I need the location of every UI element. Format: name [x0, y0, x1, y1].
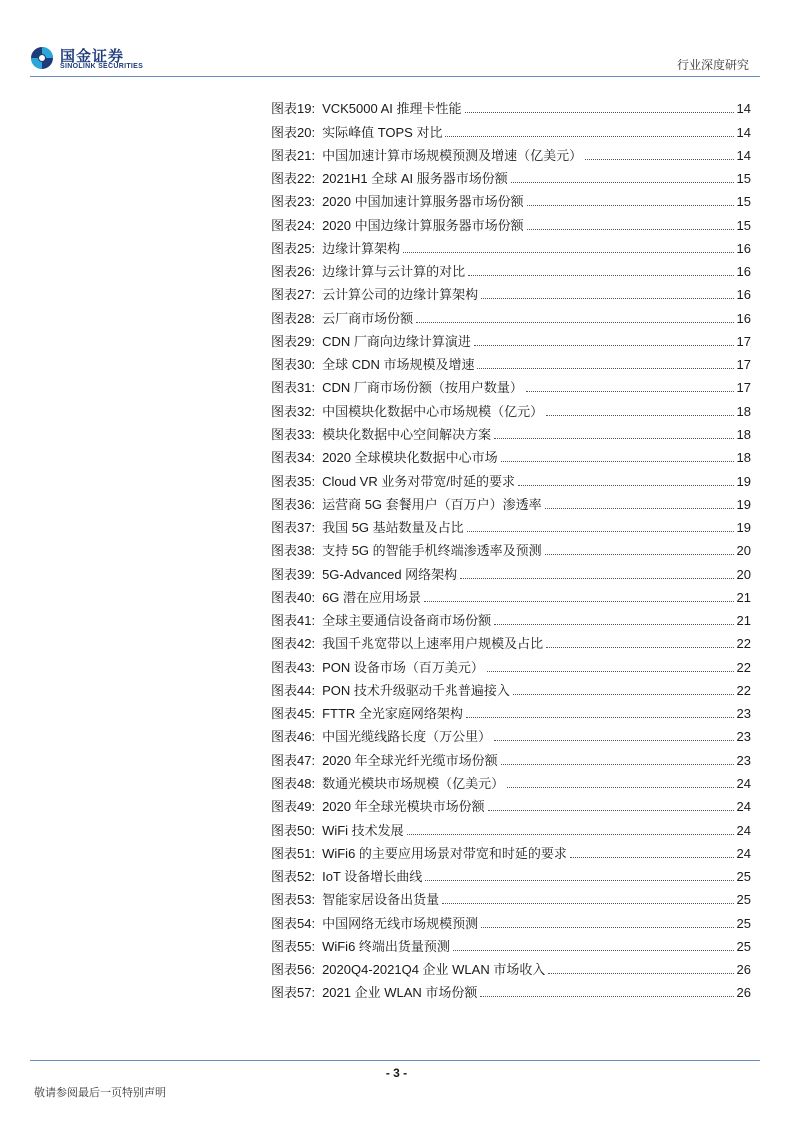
toc-entry-page: 26	[736, 985, 751, 1001]
toc-entry[interactable]	[271, 466, 751, 489]
toc-entry-page: 17	[736, 333, 751, 349]
toc-dot-leader	[480, 996, 733, 997]
toc-entry-number: 图表23:	[271, 194, 316, 210]
toc-dot-leader	[527, 205, 734, 206]
toc-dot-leader	[570, 857, 734, 858]
toc-entry[interactable]	[271, 606, 751, 629]
toc-entry-page: 19	[736, 473, 751, 489]
toc-entry-page: 14	[736, 101, 751, 117]
toc-entry-number: 图表19:	[271, 101, 316, 117]
toc-entry-title: PON 技术升级驱动千兆普遍接入	[322, 682, 510, 698]
toc-entry-number: 图表47:	[271, 752, 316, 768]
toc-entry[interactable]	[271, 210, 751, 233]
toc-entry-title: 中国加速计算市场规模预测及增速（亿美元）	[322, 147, 583, 163]
toc-entry-page: 17	[736, 380, 751, 396]
toc-entry-title: 中国网络无线市场规模预测	[322, 915, 479, 931]
toc-entry-title: 2021 企业 WLAN 市场份额	[322, 985, 478, 1001]
toc-entry[interactable]	[271, 420, 751, 443]
toc-entry[interactable]	[271, 94, 751, 117]
toc-entry-number: 图表29:	[271, 333, 316, 349]
toc-entry-number: 图表53:	[271, 892, 316, 908]
toc-entry-number: 图表34:	[271, 450, 316, 466]
toc-entry-page: 18	[736, 450, 751, 466]
toc-entry-title: 2020 中国加速计算服务器市场份额	[322, 194, 524, 210]
toc-entry-title: 2020 中国边缘计算服务器市场份额	[322, 217, 524, 233]
page-number: - 3 -	[385, 1066, 408, 1080]
toc-dot-leader	[403, 252, 733, 253]
toc-dot-leader	[494, 624, 733, 625]
toc-entry-title: 智能家居设备出货量	[322, 892, 440, 908]
toc-dot-leader	[460, 578, 733, 579]
toc-entry-number: 图表36:	[271, 496, 316, 512]
toc-entry-page: 22	[736, 682, 751, 698]
toc-entry-page: 24	[736, 845, 751, 861]
toc-dot-leader	[527, 229, 734, 230]
toc-entry[interactable]	[271, 792, 751, 815]
toc-dot-leader	[481, 927, 733, 928]
toc-entry-number: 图表42:	[271, 636, 316, 652]
toc-entry-title: 中国模块化数据中心市场规模（亿元）	[322, 403, 544, 419]
toc-dot-leader	[407, 834, 734, 835]
toc-dot-leader	[467, 531, 734, 532]
toc-dot-leader	[494, 438, 733, 439]
toc-entry-page: 16	[736, 264, 751, 280]
toc-entry-number: 图表35:	[271, 473, 316, 489]
toc-dot-leader	[585, 159, 733, 160]
toc-entry-number: 图表40:	[271, 589, 316, 605]
toc-entry-number: 图表39:	[271, 566, 316, 582]
toc-entry[interactable]	[271, 745, 751, 768]
toc-entry-page: 23	[736, 706, 751, 722]
toc-entry[interactable]	[271, 117, 751, 140]
footer-divider	[30, 1060, 760, 1061]
toc-entry-number: 图表44:	[271, 682, 316, 698]
toc-entry-title: 2020 年全球光模块市场份额	[322, 799, 485, 815]
toc-dot-leader	[511, 182, 734, 183]
toc-entry-number: 图表45:	[271, 706, 316, 722]
toc-entry[interactable]	[271, 280, 751, 303]
toc-entry-page: 15	[736, 171, 751, 187]
toc-dot-leader	[545, 554, 734, 555]
toc-entry[interactable]	[271, 373, 751, 396]
toc-entry-number: 图表50:	[271, 822, 316, 838]
logo-text-en: SINOLINK SECURITIES	[60, 63, 144, 70]
toc-entry-page: 22	[736, 659, 751, 675]
toc-entry-title: CDN 厂商市场份额（按用户数量）	[322, 380, 523, 396]
toc-entry-page: 18	[736, 403, 751, 419]
toc-dot-leader	[468, 275, 733, 276]
toc-dot-leader	[474, 345, 734, 346]
toc-dot-leader	[501, 764, 734, 765]
toc-entry-title: WiFi 技术发展	[322, 822, 404, 838]
toc-entry-title: 2021H1 全球 AI 服务器市场份额	[322, 171, 508, 187]
toc-dot-leader	[526, 391, 734, 392]
toc-entry-number: 图表27:	[271, 287, 316, 303]
toc-entry[interactable]	[271, 932, 751, 955]
toc-entry-title: WiFi6 的主要应用场景对带宽和时延的要求	[322, 845, 567, 861]
toc-entry[interactable]	[271, 234, 751, 257]
toc-entry-page: 25	[736, 892, 751, 908]
toc-entry-title: FTTR 全光家庭网络架构	[322, 706, 463, 722]
toc-dot-leader	[445, 136, 733, 137]
toc-dot-leader	[494, 740, 733, 741]
toc-entry[interactable]	[271, 978, 751, 1001]
toc-entry[interactable]	[271, 583, 751, 606]
toc-entry-number: 图表54:	[271, 915, 316, 931]
toc-entry-page: 17	[736, 357, 751, 373]
figure-index-list	[271, 94, 751, 1001]
toc-entry-page: 16	[736, 310, 751, 326]
toc-entry[interactable]	[271, 652, 751, 675]
toc-dot-leader	[481, 298, 733, 299]
toc-entry-page: 16	[736, 240, 751, 256]
toc-entry[interactable]	[271, 396, 751, 419]
toc-entry-page: 26	[736, 962, 751, 978]
toc-dot-leader	[442, 903, 733, 904]
toc-entry-number: 图表21:	[271, 147, 316, 163]
toc-entry-number: 图表38:	[271, 543, 316, 559]
toc-entry[interactable]	[271, 908, 751, 931]
toc-entry[interactable]	[271, 885, 751, 908]
toc-entry-number: 图表24:	[271, 217, 316, 233]
toc-entry-number: 图表55:	[271, 938, 316, 954]
toc-entry-page: 16	[736, 287, 751, 303]
toc-entry-page: 19	[736, 496, 751, 512]
toc-entry-number: 图表26:	[271, 264, 316, 280]
toc-entry-title: 云计算公司的边缘计算架构	[322, 287, 479, 303]
toc-entry-title: 2020 年全球光纤光缆市场份额	[322, 752, 498, 768]
toc-entry-title: VCK5000 AI 推理卡性能	[322, 101, 462, 117]
toc-entry-number: 图表30:	[271, 357, 316, 373]
toc-dot-leader	[546, 415, 733, 416]
toc-entry-title: WiFi6 终端出货量预测	[322, 938, 450, 954]
toc-dot-leader	[518, 485, 734, 486]
toc-entry[interactable]	[271, 327, 751, 350]
toc-entry[interactable]	[271, 769, 751, 792]
toc-entry[interactable]	[271, 443, 751, 466]
sinolink-logo	[30, 44, 170, 76]
toc-entry-title: 我国千兆宽带以上速率用户规模及占比	[322, 636, 544, 652]
toc-entry[interactable]	[271, 164, 751, 187]
toc-entry-number: 图表49:	[271, 799, 316, 815]
toc-entry-page: 14	[736, 124, 751, 140]
toc-entry[interactable]	[271, 629, 751, 652]
toc-entry-title: 我国 5G 基站数量及占比	[322, 520, 464, 536]
toc-entry-title: 边缘计算与云计算的对比	[322, 264, 466, 280]
logo-text-cn: 国金证券	[60, 48, 125, 65]
toc-entry-title: 云厂商市场份额	[322, 310, 414, 326]
toc-entry[interactable]	[271, 699, 751, 722]
toc-entry-number: 图表31:	[271, 380, 316, 396]
report-type-label: 行业深度研究	[676, 58, 749, 72]
toc-dot-leader	[548, 973, 733, 974]
toc-dot-leader	[477, 368, 733, 369]
toc-entry-page: 23	[736, 752, 751, 768]
toc-entry-title: 6G 潜在应用场景	[322, 589, 422, 605]
toc-entry[interactable]	[271, 839, 751, 862]
toc-dot-leader	[487, 671, 734, 672]
toc-entry[interactable]	[271, 513, 751, 536]
toc-dot-leader	[416, 322, 733, 323]
toc-entry-title: 边缘计算架构	[322, 240, 401, 256]
toc-entry-page: 14	[736, 147, 751, 163]
toc-dot-leader	[465, 112, 734, 113]
toc-entry-title: 数通光模块市场规模（亿美元）	[322, 775, 505, 791]
toc-entry-title: Cloud VR 业务对带宽/时延的要求	[322, 473, 515, 489]
toc-entry-number: 图表25:	[271, 240, 316, 256]
toc-entry-page: 21	[736, 613, 751, 629]
toc-entry-number: 图表43:	[271, 659, 316, 675]
toc-entry-number: 图表20:	[271, 124, 316, 140]
toc-entry[interactable]	[271, 536, 751, 559]
toc-entry-number: 图表33:	[271, 426, 316, 442]
toc-entry-page: 22	[736, 636, 751, 652]
toc-entry-title: 实际峰值 TOPS 对比	[322, 124, 443, 140]
toc-entry-page: 23	[736, 729, 751, 745]
toc-dot-leader	[424, 601, 733, 602]
toc-entry-page: 15	[736, 194, 751, 210]
toc-entry[interactable]	[271, 257, 751, 280]
header-divider	[30, 76, 760, 77]
toc-entry-title: 运营商 5G 套餐用户（百万户）渗透率	[322, 496, 542, 512]
toc-entry-page: 21	[736, 589, 751, 605]
toc-entry[interactable]	[271, 559, 751, 582]
toc-entry-title: 2020Q4-2021Q4 企业 WLAN 市场收入	[322, 962, 546, 978]
toc-entry[interactable]	[271, 955, 751, 978]
toc-entry-page: 24	[736, 822, 751, 838]
toc-entry-page: 25	[736, 938, 751, 954]
toc-entry-title: 支持 5G 的智能手机终端渗透率及预测	[322, 543, 542, 559]
toc-entry-number: 图表37:	[271, 520, 316, 536]
toc-entry-title: 中国光缆线路长度（万公里）	[322, 729, 492, 745]
toc-dot-leader	[488, 810, 734, 811]
toc-entry-number: 图表52:	[271, 869, 316, 885]
toc-entry-page: 18	[736, 426, 751, 442]
toc-entry[interactable]	[271, 676, 751, 699]
toc-entry-number: 图表57:	[271, 985, 316, 1001]
toc-entry[interactable]	[271, 862, 751, 885]
toc-entry-number: 图表48:	[271, 775, 316, 791]
toc-entry-page: 15	[736, 217, 751, 233]
toc-dot-leader	[545, 508, 734, 509]
toc-entry-title: 全球 CDN 市场规模及增速	[322, 357, 475, 373]
toc-entry-page: 24	[736, 799, 751, 815]
toc-entry-title: 模块化数据中心空间解决方案	[322, 426, 492, 442]
sinolink-logo-icon	[30, 46, 54, 70]
toc-entry-title: PON 设备市场（百万美元）	[322, 659, 484, 675]
toc-entry-title: 2020 全球模块化数据中心市场	[322, 450, 498, 466]
toc-entry[interactable]	[271, 187, 751, 210]
toc-dot-leader	[425, 880, 733, 881]
toc-entry-number: 图表46:	[271, 729, 316, 745]
toc-dot-leader	[507, 787, 733, 788]
disclaimer-note: 敬请参阅最后一页特别声明	[34, 1087, 166, 1099]
toc-entry[interactable]	[271, 350, 751, 373]
toc-entry-page: 25	[736, 915, 751, 931]
toc-entry-page: 24	[736, 775, 751, 791]
toc-dot-leader	[513, 694, 734, 695]
toc-entry-page: 19	[736, 520, 751, 536]
toc-entry-number: 图表56:	[271, 962, 316, 978]
toc-entry-page: 20	[736, 543, 751, 559]
toc-entry[interactable]	[271, 490, 751, 513]
page-header	[0, 0, 793, 80]
toc-entry-number: 图表28:	[271, 310, 316, 326]
toc-dot-leader	[453, 950, 734, 951]
toc-entry-title: 5G-Advanced 网络架构	[322, 566, 458, 582]
toc-entry-number: 图表41:	[271, 613, 316, 629]
toc-entry-title: IoT 设备增长曲线	[322, 869, 423, 885]
toc-entry[interactable]	[271, 815, 751, 838]
toc-entry-title: 全球主要通信设备商市场份额	[322, 613, 492, 629]
toc-entry[interactable]	[271, 303, 751, 326]
toc-entry[interactable]	[271, 722, 751, 745]
toc-entry-number: 图表22:	[271, 171, 316, 187]
toc-entry-page: 25	[736, 869, 751, 885]
toc-entry-number: 图表32:	[271, 403, 316, 419]
toc-dot-leader	[546, 647, 733, 648]
toc-entry-number: 图表51:	[271, 845, 316, 861]
toc-entry-page: 20	[736, 566, 751, 582]
toc-dot-leader	[466, 717, 734, 718]
toc-dot-leader	[501, 461, 734, 462]
toc-entry-title: CDN 厂商向边缘计算演进	[322, 333, 471, 349]
toc-entry[interactable]	[271, 141, 751, 164]
